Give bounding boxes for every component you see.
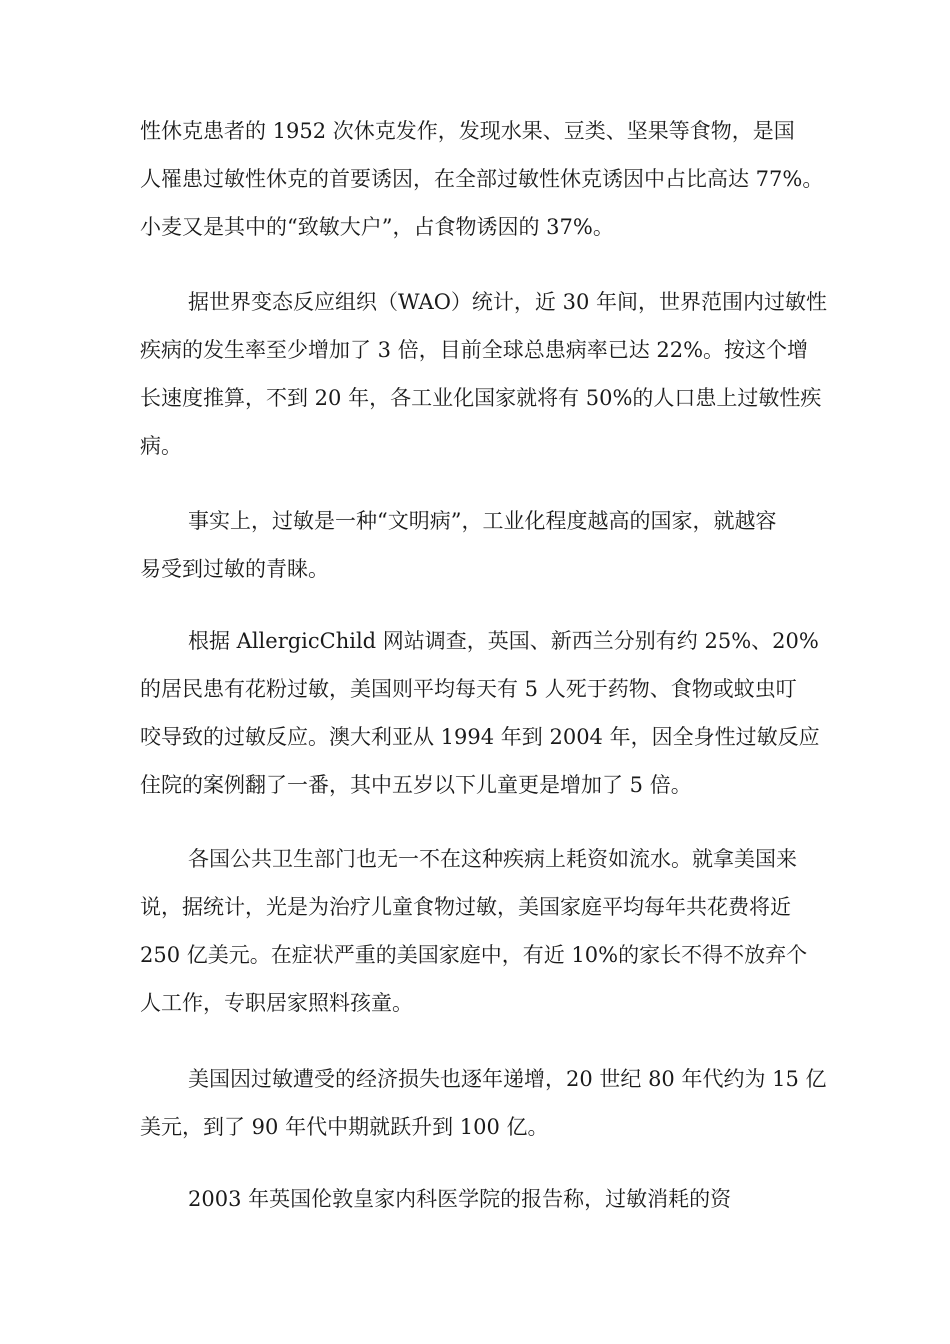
paragraph-line: 事实上，过敏是一种“文明病”，工业化程度越高的国家，就越容 [188,509,777,533]
paragraph-5 [140,835,820,1027]
paragraph-line: 根据 AllergicChild 网站调查，英国、新西兰分别有约 25%、20% [188,629,819,653]
paragraph-line: 住院的案例翻了一番，其中五岁以下儿童更是增加了 5 倍。 [140,773,692,797]
paragraph-line: 易受到过敏的青睐。 [140,557,329,581]
paragraph-7 [140,1175,820,1223]
paragraph-line: 2003 年英国伦敦皇家内科医学院的报告称，过敏消耗的资 [188,1187,732,1211]
paragraph-line: 性休克患者的 1952 次休克发作，发现水果、豆类、坚果等食物，是国 [140,119,795,143]
paragraph-2 [140,278,827,470]
paragraph-line: 小麦又是其中的“致敏大户”，占食物诱因的 37%。 [140,215,614,239]
paragraph-4 [140,617,820,809]
paragraph-1 [140,107,824,251]
paragraph-line: 各国公共卫生部门也无一不在这种疾病上耗资如流水。就拿美国来 [188,847,797,871]
paragraph-line: 说，据统计，光是为治疗儿童食物过敏，美国家庭平均每年共花费将近 [140,895,791,919]
paragraph-line: 美元，到了 90 年代中期就跃升到 100 亿。 [140,1115,549,1139]
paragraph-line: 人罹患过敏性休克的首要诱因，在全部过敏性休克诱因中占比高达 77%。 [140,167,824,191]
paragraph-line: 人工作，专职居家照料孩童。 [140,991,413,1015]
paragraph-line: 疾病的发生率至少增加了 3 倍，目前全球总患病率已达 22%。按这个增 [140,338,809,362]
paragraph-line: 据世界变态反应组织（WAO）统计，近 30 年间，世界范围内过敏性 [188,290,827,314]
paragraph-line: 长速度推算，不到 20 年，各工业化国家就将有 50%的人口患上过敏性疾 [140,386,822,410]
paragraph-line: 病。 [140,434,182,458]
paragraph-line: 咬导致的过敏反应。澳大利亚从 1994 年到 2004 年，因全身性过敏反应 [140,725,820,749]
paragraph-6 [140,1055,827,1151]
paragraph-3 [140,497,820,593]
paragraph-line: 250 亿美元。在症状严重的美国家庭中，有近 10%的家长不得不放弃个 [140,943,808,967]
paragraph-line: 美国因过敏遭受的经济损失也逐年递增，20 世纪 80 年代约为 15 亿 [188,1067,827,1091]
paragraph-line: 的居民患有花粉过敏，美国则平均每天有 5 人死于药物、食物或蚊虫叮 [140,677,797,701]
